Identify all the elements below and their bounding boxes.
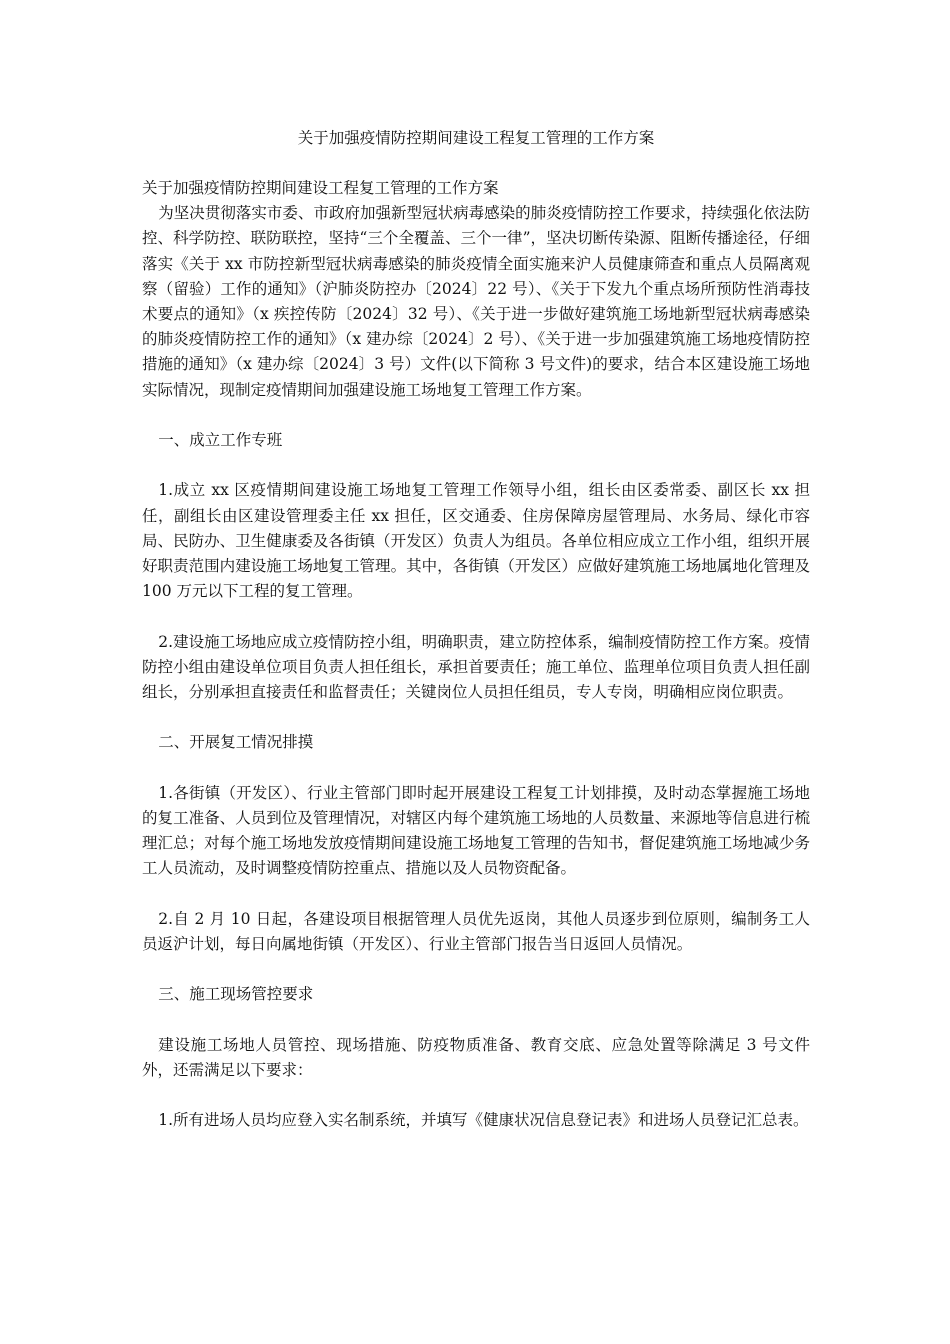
- section-1-paragraph-2: 2.建设施工场地应成立疫情防控小组，明确职责，建立防控体系，编制疫情防控工作方案。疫情防控小组由建设单位项目负责人担任组长，承担首要责任；施工单位、监理单位项目负责人担任副组长，分别承担直接责任和监督责任；关键岗位人员担任组员，专人专岗，明确相应岗位职责。: [142, 632, 810, 702]
- paragraph-gap: [142, 453, 810, 478]
- paragraph-gap: [142, 604, 810, 629]
- section-2-heading: 二、开展复工情况排摸: [158, 733, 314, 752]
- section-3-heading: 三、施工现场管控要求: [158, 985, 314, 1004]
- section-2-paragraph-1: 1.各街镇（开发区）、行业主管部门即时起开展建设工程复工计划排摸，及时动态掌握施工场地的复工准备、人员到位及管理情况，对辖区内每个建筑施工场地的人员数量、来源地等信息进行梳理汇总；对每个施工场地发放疫情期间建设施工场地复工管理的告知书，督促建筑施工场地减少务工人员流动，及时调整疫情防控重点、措施以及人员物资配备。: [142, 783, 810, 878]
- section-3-intro: 建设施工场地人员管控、现场措施、防疫物质准备、教育交底、应急处置等除满足 3 号文件外，还需满足以下要求：: [142, 1035, 810, 1079]
- document-title: 关于加强疫情防控期间建设工程复工管理的工作方案: [297, 129, 655, 147]
- section-2-paragraph-2: 2.自 2 月 10 日起，各建设项目根据管理人员优先返岗，其他人员逐步到位原则，编制务工人员返沪计划，每日向属地街镇（开发区）、行业主管部门报告当日返回人员情况。: [142, 909, 810, 953]
- section-1-heading: 一、成立工作专班: [158, 431, 283, 450]
- paragraph-gap: [142, 756, 810, 781]
- section-1-paragraph-1: 1.成立 xx 区疫情期间建设施工场地复工管理工作领导小组，组长由区委常委、副区长 xx 担任，副组长由区建设管理委主任 xx 担任，区交通委、住房保障房屋管理局、水务局、绿化市容局、民防办、卫生健康委及各街镇（开发区）负责人为组员。各单位相应成立工作小组，组织开展好职责范围内建设施工场地复工管理。其中，各街镇（开发区）应做好建筑施工场地属地化管理及 100 万元以下工程的复工管理。: [142, 481, 810, 601]
- paragraph-gap: [142, 403, 810, 428]
- paragraph-gap: [142, 705, 810, 730]
- section-3-paragraph-1: 1.所有进场人员均应登入实名制系统，并填写《健康状况信息登记表》和进场人员登记汇总表。: [158, 1111, 809, 1130]
- document-body: [142, 176, 810, 1134]
- paragraph-gap: [142, 1008, 810, 1033]
- paragraph-gap: [142, 1083, 810, 1108]
- intro-paragraph: 为坚决贯彻落实市委、市政府加强新型冠状病毒感染的肺炎疫情防控工作要求，持续强化依法防控、科学防控、联防联控，坚持“三个全覆盖、三个一律”，坚决切断传染源、阻断传播途径，仔细落实《关于 xx 市防控新型冠状病毒感染的肺炎疫情全面实施来沪人员健康筛查和重点人员隔离观察（留验）工作的通知》（沪肺炎防控办〔2024〕22 号）、《关于下发九个重点场所预防性消毒技术要点的通知》（x 疾控传防〔2024〕32 号）、《关于进一步做好建筑施工场地新型冠状病毒感染的肺炎疫情防控工作的通知》（x 建办综〔2024〕2 号）、《关于进一步加强建筑施工场地疫情防控措施的通知》（x 建办综〔2024〕3 号）文件(以下简称 3 号文件)的要求，结合本区建设施工场地实际情况，现制定疫情期间加强建设施工场地复工管理工作方案。: [142, 204, 810, 399]
- paragraph-gap: [142, 957, 810, 982]
- document-subtitle: 关于加强疫情防控期间建设工程复工管理的工作方案: [142, 179, 499, 197]
- paragraph-gap: [142, 882, 810, 907]
